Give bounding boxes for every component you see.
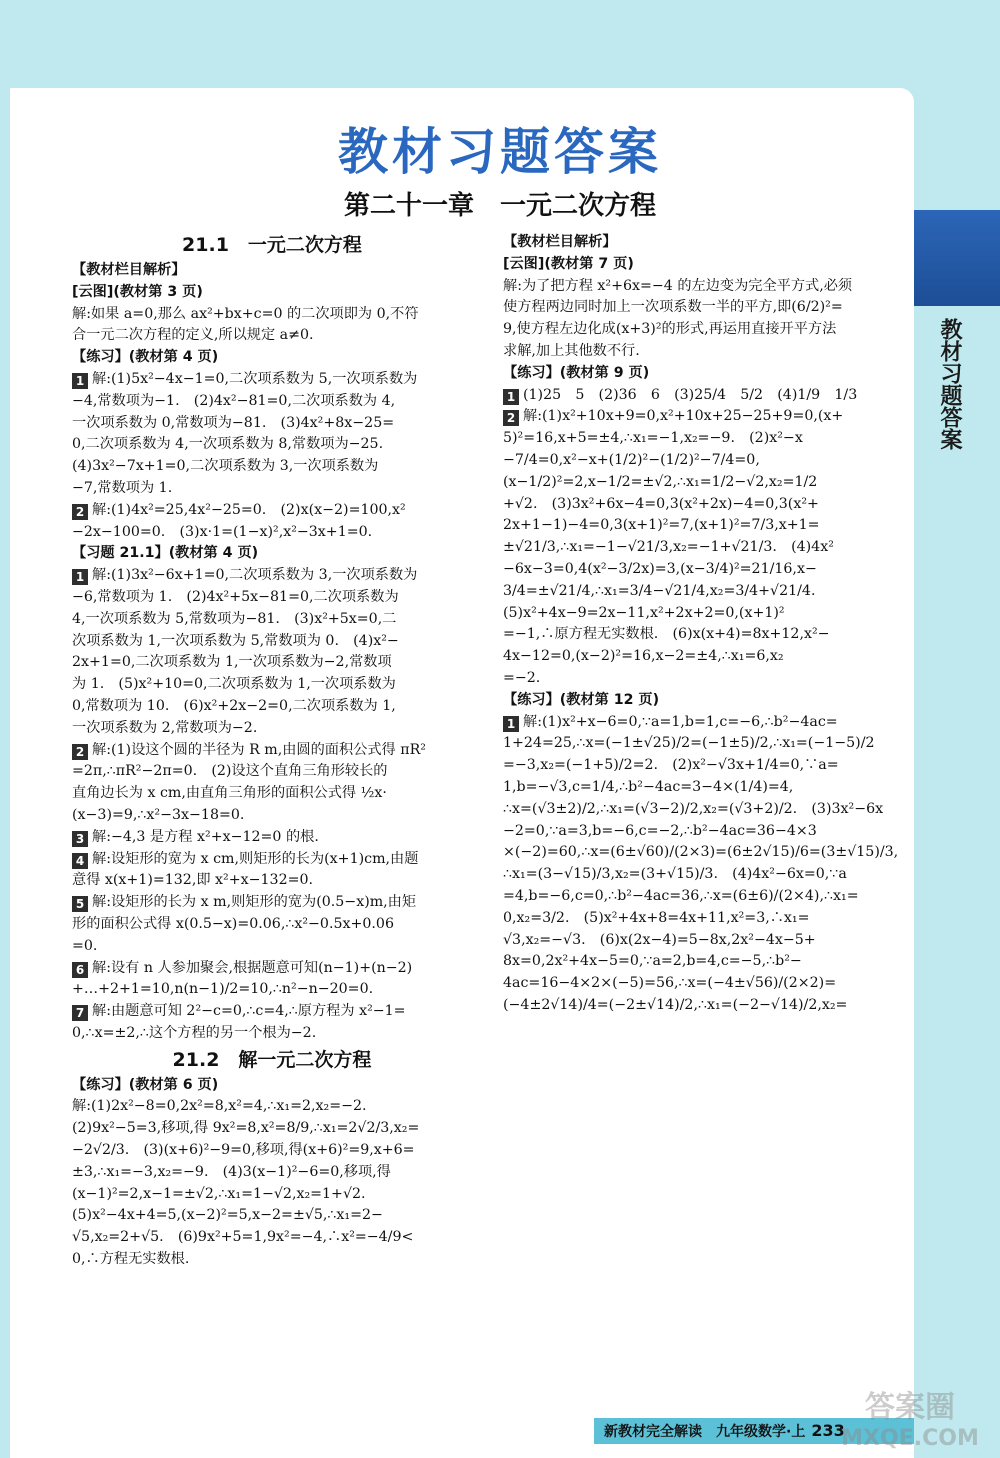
text-line: 5)²=16,x+5=±4,∴x₁=−1,x₂=−9. (2)x²−x <box>503 430 803 447</box>
text-line <box>72 565 472 587</box>
text-line <box>72 1001 472 1023</box>
text-line: −6,常数项为 1. (2)4x²+5x−81=0,二次项系数为 <box>72 588 399 605</box>
text-line: 意得 x(x+1)=132,即 x²+x−132=0. <box>72 872 314 889</box>
question-number-badge: 6 <box>72 962 88 978</box>
left-lines-2 <box>72 1075 472 1271</box>
text-line: (x−1/2)²=2,x−1/2=±√2,∴x₁=1/2−√2,x₂=1/2 <box>503 473 818 490</box>
chapter-title: 第二十一章 一元二次方程 <box>343 191 656 221</box>
text-line: 次项系数为 1,一次项系数为 5,常数项为 0. (4)x²− <box>72 632 399 649</box>
text-line: =−1,∴原方程无实数根. (6)x(x+4)=8x+12,x²− <box>503 626 830 643</box>
text-line: 1,b=−√3,c=1/4,∴b²−4ac=3−4×(1/4)=4, <box>503 778 794 795</box>
right-column <box>503 232 898 1017</box>
question-text: 解:由题意可知 2²−c=0,∴c=4,∴原方程为 x²−1= <box>92 1003 406 1020</box>
text-line: =−2. <box>503 669 541 686</box>
question-text: 解:(1)x²+10x+9=0,x²+10x+25−25+9=0,(x+ <box>523 408 844 425</box>
text-line: 0,∴方程无实数根. <box>72 1251 190 1268</box>
text-line: 4x−12=0,(x−2)²=16,x−2=±4,∴x₁=6,x₂ <box>503 648 784 665</box>
question-number-badge: 1 <box>72 569 88 585</box>
text-line: 【练习】(教材第 4 页) <box>72 349 219 366</box>
text-line: 形的面积公式得 x(0.5−x)=0.06,∴x²−0.5x+0.06 <box>72 915 394 932</box>
text-line: 解:(1)2x²−8=0,2x²=8,x²=4,∴x₁=2,x₂=−2. <box>72 1098 367 1115</box>
question-text: 解:(1)3x²−6x+1=0,二次项系数为 3,一次项系数为 <box>92 567 418 584</box>
text-line: =4,b=−6,c=0,∴b²−4ac=36,∴x=(6±6)/(2×4),∴x₁= <box>503 887 859 904</box>
section-heading: 21.2 解一元二次方程 <box>172 1048 372 1071</box>
text-line <box>72 827 472 849</box>
text-line: 0,x₂=3/2. (5)x²+4x+8=4x+11,x²=3,∴x₁= <box>503 909 810 926</box>
text-line <box>72 369 472 391</box>
text-line: 合一元二次方程的定义,所以规定 a≠0. <box>72 327 314 344</box>
text-line: 【练习】(教材第 12 页) <box>503 691 660 708</box>
question-number-badge: 2 <box>72 744 88 760</box>
text-line: =0. <box>72 937 98 954</box>
text-line: [云图](教材第 3 页) <box>72 283 203 300</box>
text-line: 解:为了把方程 x²+6x=−4 的左边变为完全平方式,必须 <box>503 277 853 294</box>
text-line: ×(−2)=60,∴x=(6±√60)/(2×3)=(6±2√15)/6=(3±√15)/3, <box>503 844 898 861</box>
text-line: −2=0,∵a=3,b=−6,c=−2,∴b²−4ac=36−4×3 <box>503 822 817 839</box>
text-line: 1+24=25,∴x=(−1±√25)/2=(−1±5)/2,∴x₁=(−1−5)/2 <box>503 735 875 752</box>
text-line: (x−3)=9,∴x²−3x−18=0. <box>72 806 245 823</box>
text-line: −2x−100=0. (3)x·1=(1−x)²,x²−3x+1=0. <box>72 523 373 540</box>
text-line: 【练习】(教材第 6 页) <box>72 1076 219 1093</box>
question-number-badge: 1 <box>503 389 519 405</box>
question-text: 解:(1)4x²=25,4x²−25=0. (2)x(x−2)=100,x² <box>92 501 406 518</box>
text-line: ±3,∴x₁=−3,x₂=−9. (4)3(x−1)²−6=0,移项,得 <box>72 1163 391 1180</box>
question-number-badge: 1 <box>72 373 88 389</box>
side-tab-label: 教材习题答案 <box>937 318 962 450</box>
text-line: 4,一次项系数为 5,常数项为−81. (3)x²+5x=0,二 <box>72 610 397 627</box>
text-line: 4ac=16−4×2×(−5)=56,∴x=(−4±√56)/(2×2)= <box>503 975 837 992</box>
question-text: 解:设矩形的宽为 x cm,则矩形的长为(x+1)cm,由题 <box>92 850 419 867</box>
text-line: 8x=0,2x²+4x−5=0,∵a=2,b=4,c=−5,∴b²− <box>503 953 802 970</box>
text-line: (4)3x²−7x+1=0,二次项系数为 3,一次项系数为 <box>72 458 379 475</box>
text-line: ∴x=(√3±2)/2,∴x₁=(√3−2)/2,x₂=(√3+2)/2. (3)3x²−6x <box>503 800 884 817</box>
question-number-badge: 3 <box>72 831 88 847</box>
text-line: +√2. (3)3x²+6x−4=0,3(x²+2x)−4=0,3(x²+ <box>503 495 819 512</box>
text-line: 【教材栏目解析】 <box>503 234 617 250</box>
text-line <box>503 385 898 407</box>
text-line: +…+2+1=10,n(n−1)/2=10,∴n²−n−20=0. <box>72 981 374 998</box>
text-line: 2x+1=0,二次项系数为 1,一次项系数为−2,常数项 <box>72 654 392 671</box>
text-line <box>72 892 472 914</box>
text-line: 【练习】(教材第 9 页) <box>503 364 650 381</box>
question-number-badge: 1 <box>503 716 519 732</box>
watermark-line-2: MXQE.COM <box>841 1426 979 1451</box>
page-title: 教材习题答案 <box>338 123 662 181</box>
text-line: 0,二次项系数为 4,一次项系数为 8,常数项为−25. <box>72 436 384 453</box>
text-line: 2x+1−1)−4=0,3(x+1)²=7,(x+1)²=7/3,x+1= <box>503 517 820 534</box>
text-line: −2√2/3. (3)(x+6)²−9=0,移项,得(x+6)²=9,x+6= <box>72 1142 415 1159</box>
text-line: 0,∴x=±2,∴这个方程的另一个根为−2. <box>72 1024 317 1041</box>
text-line: 【习题 21.1】(教材第 4 页) <box>72 545 259 562</box>
text-line: ±√21/3,∴x₁=−1−√21/3,x₂=−1+√21/3. (4)4x² <box>503 539 834 556</box>
watermark-line-1: 答案圈 <box>865 1390 955 1425</box>
text-line: −6x−3=0,4(x²−3/2x)=3,(x−3/4)²=21/16,x− <box>503 560 817 577</box>
text-line: √5,x₂=2+√5. (6)9x²+5=1,9x²=−4,∴x²=−4/9< <box>72 1229 414 1246</box>
text-line: −7,常数项为 1. <box>72 479 173 496</box>
text-line: √3,x₂=−√3. (6)x(2x−4)=5−8x,2x²−4x−5+ <box>503 931 816 948</box>
text-line: 3/4=±√21/4,∴x₁=3/4−√21/4,x₂=3/4+√21/4. <box>503 582 816 599</box>
left-column <box>72 232 472 1271</box>
text-line: (5)x²−4x+4=5,(x−2)²=5,x−2=±√5,∴x₁=2− <box>72 1207 383 1224</box>
text-line: (5)x²+4x−9=2x−11,x²+2x+2=0,(x+1)² <box>503 604 785 621</box>
text-line: (−4±2√14)/4=(−2±√14)/2,∴x₁=(−2−√14)/2,x₂= <box>503 996 848 1013</box>
text-line: 9,使方程左边化成(x+3)²的形式,再运用直接开平方法 <box>503 321 837 338</box>
text-line: 使方程两边同时加上一次项系数一半的平方,即(6/2)²= <box>503 299 843 316</box>
text-line: 求解,加上其他数不行. <box>503 342 640 359</box>
text-line <box>72 500 472 522</box>
text-line <box>503 406 898 428</box>
question-number-badge: 2 <box>72 504 88 520</box>
left-lines <box>72 260 472 1045</box>
text-line: 一次项系数为 2,常数项为−2. <box>72 719 258 736</box>
text-line: [云图](教材第 7 页) <box>503 255 634 272</box>
section-heading: 21.1 一元二次方程 <box>182 234 362 256</box>
text-line: 【教材栏目解析】 <box>72 262 186 278</box>
text-line: 为 1. (5)x²+10=0,二次项系数为 1,一次项系数为 <box>72 676 396 693</box>
text-line: (x−1)²=2,x−1=±√2,∴x₁=1−√2,x₂=1+√2. <box>72 1185 366 1202</box>
text-line <box>72 958 472 980</box>
question-text: 解:(1)5x²−4x−1=0,二次项系数为 5,一次项系数为 <box>92 370 418 387</box>
question-number-badge: 4 <box>72 853 88 869</box>
question-text: (1)25 5 (2)36 6 (3)25/4 5/2 (4)1/9 1/3 <box>523 386 858 403</box>
text-line: =−3,x₂=(−1+5)/2=2. (2)x²−√3x+1/4=0,∵a= <box>503 757 839 774</box>
text-line: −4,常数项为−1. (2)4x²−81=0,二次项系数为 4, <box>72 392 396 409</box>
right-lines <box>503 232 898 1017</box>
text-line: 一次项系数为 0,常数项为−81. (3)4x²+8x−25= <box>72 414 395 431</box>
text-line: =2π,∴πR²−2π=0. (2)设这个直角三角形较长的 <box>72 763 388 780</box>
question-number-badge: 7 <box>72 1005 88 1021</box>
text-line: ∴x₁=(3−√15)/3,x₂=(3+√15)/3. (4)4x²−6x=0,∵a <box>503 866 847 883</box>
text-line <box>503 712 898 734</box>
question-text: 解:(1)x²+x−6=0,∵a=1,b=1,c=−6,∴b²−4ac= <box>523 713 838 730</box>
question-text: 解:(1)设这个圆的半径为 R m,由圆的面积公式得 πR² <box>92 741 426 758</box>
question-text: 解:−4,3 是方程 x²+x−12=0 的根. <box>92 828 319 845</box>
text-line: (2)9x²−5=3,移项,得 9x²=8,x²=8/9,∴x₁=2√2/3,x₂= <box>72 1120 420 1137</box>
question-text: 解:设矩形的长为 x m,则矩形的宽为(0.5−x)m,由矩 <box>92 894 417 911</box>
text-line: 直角边长为 x cm,由直角三角形的面积公式得 ½x· <box>72 785 387 802</box>
text-line <box>72 849 472 871</box>
text-line <box>72 740 472 762</box>
question-number-badge: 2 <box>503 410 519 426</box>
question-number-badge: 5 <box>72 896 88 912</box>
question-text: 解:设有 n 人参加聚会,根据题意可知(n−1)+(n−2) <box>92 959 413 976</box>
text-line: −7/4=0,x²−x+(1/2)²−(1/2)²−7/4=0, <box>503 451 760 468</box>
watermark <box>820 1390 1000 1458</box>
text-line: 解:如果 a=0,那么 ax²+bx+c=0 的二次项即为 0,不符 <box>72 305 419 322</box>
page-number: 233 <box>811 1421 845 1440</box>
side-tab-bar <box>914 210 1000 306</box>
footer-text: 新教材完全解读 九年级数学·上 <box>604 1424 806 1440</box>
text-line: 0,常数项为 10. (6)x²+2x−2=0,二次项系数为 1, <box>72 697 396 714</box>
